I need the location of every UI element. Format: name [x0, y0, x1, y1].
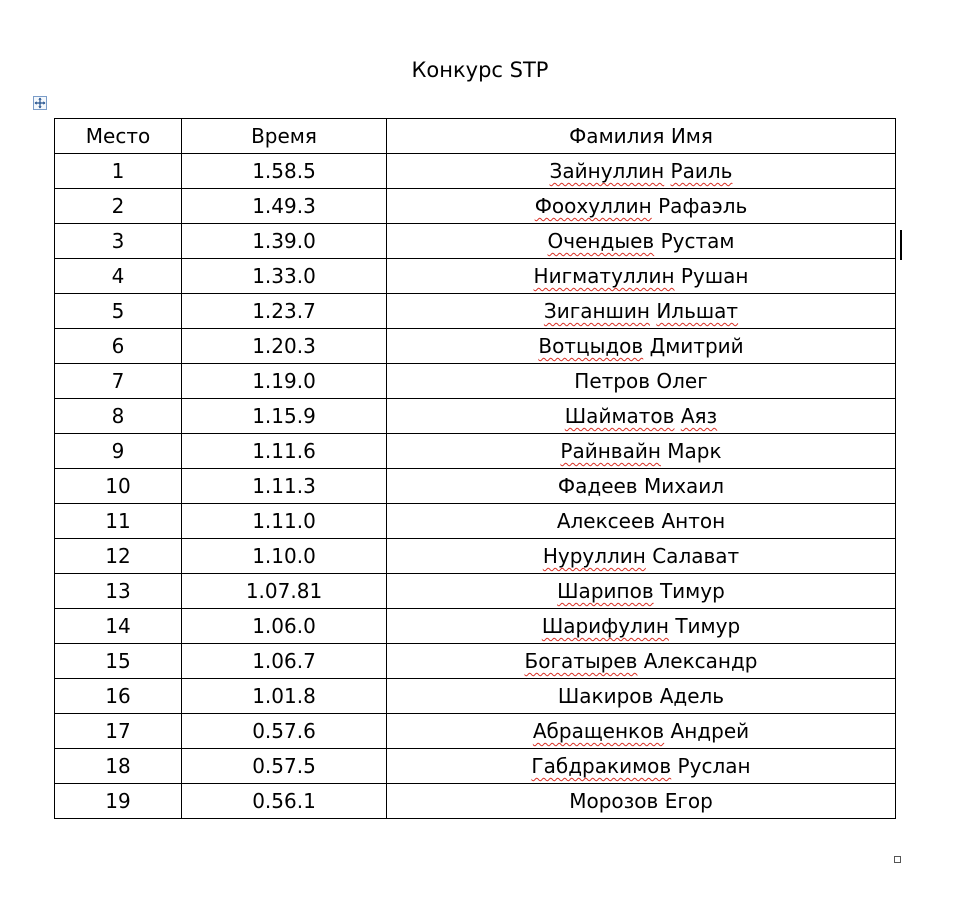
given-name-text: Ильшат: [656, 299, 739, 323]
cell-place[interactable]: 7: [55, 364, 182, 399]
surname-text: Нуруллин: [542, 544, 646, 568]
table-row: [55, 539, 896, 574]
table-row: [55, 259, 896, 294]
table-row: [55, 574, 896, 609]
given-name-text: Салават: [652, 544, 740, 568]
table-row: [55, 469, 896, 504]
table-row: [55, 679, 896, 714]
surname-text: Алексеев: [556, 509, 656, 533]
given-name-text: Олег: [656, 369, 708, 393]
cell-time[interactable]: 1.23.7: [182, 294, 387, 329]
move-arrows-icon: [34, 97, 46, 109]
given-name-text: Раиль: [670, 159, 733, 183]
cell-name[interactable]: [387, 749, 896, 784]
cell-name[interactable]: [387, 189, 896, 224]
cell-time[interactable]: 1.06.7: [182, 644, 387, 679]
cell-name[interactable]: [387, 574, 896, 609]
results-table[interactable]: [54, 118, 896, 819]
surname-text: Шарипов: [557, 579, 654, 603]
cell-place[interactable]: 1: [55, 154, 182, 189]
table-row: [55, 399, 896, 434]
table-row: [55, 784, 896, 819]
cell-time[interactable]: 1.07.81: [182, 574, 387, 609]
surname-text: Морозов: [569, 789, 659, 813]
cell-time[interactable]: 1.39.0: [182, 224, 387, 259]
surname-text: Шарифулин: [541, 614, 669, 638]
header-place[interactable]: Место: [55, 119, 182, 154]
given-name-text: Дмитрий: [649, 334, 744, 358]
given-name-text: Тимур: [659, 579, 725, 603]
cell-time[interactable]: 0.56.1: [182, 784, 387, 819]
results-body: [55, 154, 896, 819]
cell-place[interactable]: 17: [55, 714, 182, 749]
cell-time[interactable]: 1.20.3: [182, 329, 387, 364]
given-name-text: Аяз: [680, 404, 718, 428]
given-name-text: Андрей: [670, 719, 750, 743]
cell-name[interactable]: [387, 329, 896, 364]
cell-place[interactable]: 9: [55, 434, 182, 469]
cell-place[interactable]: 13: [55, 574, 182, 609]
header-name[interactable]: Фамилия Имя: [387, 119, 896, 154]
cell-time[interactable]: 0.57.6: [182, 714, 387, 749]
cell-name[interactable]: [387, 469, 896, 504]
cell-place[interactable]: 2: [55, 189, 182, 224]
surname-text: Богатырев: [524, 649, 638, 673]
cell-place[interactable]: 3: [55, 224, 182, 259]
surname-text: Фадеев: [557, 474, 638, 498]
header-time[interactable]: Время: [182, 119, 387, 154]
cell-time[interactable]: 1.06.0: [182, 609, 387, 644]
surname-text: Фоохуллин: [534, 194, 652, 218]
cell-time[interactable]: 0.57.5: [182, 749, 387, 784]
given-name-text: Руслан: [677, 754, 751, 778]
cell-time[interactable]: 1.10.0: [182, 539, 387, 574]
cell-name[interactable]: [387, 364, 896, 399]
cell-name[interactable]: [387, 399, 896, 434]
cell-name[interactable]: [387, 294, 896, 329]
given-name-text: Рафаэль: [658, 194, 748, 218]
surname-text: Шайматов: [564, 404, 675, 428]
table-row: [55, 504, 896, 539]
text-cursor: [900, 230, 902, 260]
cell-time[interactable]: 1.11.3: [182, 469, 387, 504]
table-row: [55, 294, 896, 329]
table-row: [55, 749, 896, 784]
cell-time[interactable]: 1.15.9: [182, 399, 387, 434]
cell-place[interactable]: 15: [55, 644, 182, 679]
cell-name[interactable]: [387, 504, 896, 539]
table-header-row: [55, 119, 896, 154]
cell-name[interactable]: [387, 154, 896, 189]
surname-text: Райнвайн: [560, 439, 661, 463]
cell-place[interactable]: 5: [55, 294, 182, 329]
table-row: [55, 609, 896, 644]
surname-text: Зиганшин: [543, 299, 650, 323]
cell-place[interactable]: 8: [55, 399, 182, 434]
cell-time[interactable]: 1.11.0: [182, 504, 387, 539]
document-title: Конкурс STP: [411, 58, 549, 82]
given-name-text: Михаил: [643, 474, 725, 498]
given-name-text: Антон: [661, 509, 726, 533]
table-row: [55, 364, 896, 399]
surname-text: Нигматуллин: [533, 264, 675, 288]
given-name-text: Егор: [664, 789, 713, 813]
cell-time[interactable]: 1.49.3: [182, 189, 387, 224]
cell-place[interactable]: 16: [55, 679, 182, 714]
cell-time[interactable]: 1.33.0: [182, 259, 387, 294]
cell-place[interactable]: 6: [55, 329, 182, 364]
cell-name[interactable]: [387, 539, 896, 574]
cell-time[interactable]: 1.11.6: [182, 434, 387, 469]
cell-name[interactable]: [387, 609, 896, 644]
cell-time[interactable]: 1.19.0: [182, 364, 387, 399]
cell-place[interactable]: 19: [55, 784, 182, 819]
surname-text: Зайнуллин: [549, 159, 665, 183]
table-row: [55, 154, 896, 189]
given-name-text: Рушан: [680, 264, 749, 288]
given-name-text: Рустам: [660, 229, 735, 253]
cell-place[interactable]: 10: [55, 469, 182, 504]
table-resize-handle-icon[interactable]: [894, 856, 901, 863]
cell-name[interactable]: [387, 434, 896, 469]
cell-name[interactable]: [387, 259, 896, 294]
cell-name[interactable]: [387, 784, 896, 819]
cell-place[interactable]: 4: [55, 259, 182, 294]
cell-name[interactable]: [387, 644, 896, 679]
given-name-text: Адель: [659, 684, 725, 708]
cell-place[interactable]: 12: [55, 539, 182, 574]
table-row: [55, 434, 896, 469]
surname-text: Абращенков: [532, 719, 665, 743]
surname-text: Очендыев: [547, 229, 655, 253]
surname-text: Габдракимов: [531, 754, 672, 778]
cell-place[interactable]: 11: [55, 504, 182, 539]
surname-text: Петров: [574, 369, 650, 393]
cell-name[interactable]: [387, 679, 896, 714]
table-row: [55, 329, 896, 364]
cell-place[interactable]: 18: [55, 749, 182, 784]
table-row: [55, 714, 896, 749]
table-row: [55, 644, 896, 679]
cell-name[interactable]: [387, 224, 896, 259]
cell-place[interactable]: 14: [55, 609, 182, 644]
cell-time[interactable]: 1.58.5: [182, 154, 387, 189]
surname-text: Шакиров: [557, 684, 654, 708]
table-row: [55, 189, 896, 224]
given-name-text: Александр: [643, 649, 758, 673]
table-row: [55, 224, 896, 259]
surname-text: Вотцыдов: [538, 334, 644, 358]
cell-time[interactable]: 1.01.8: [182, 679, 387, 714]
cell-name[interactable]: [387, 714, 896, 749]
given-name-text: Марк: [667, 439, 722, 463]
table-move-handle-icon[interactable]: [33, 96, 47, 110]
given-name-text: Тимур: [675, 614, 741, 638]
